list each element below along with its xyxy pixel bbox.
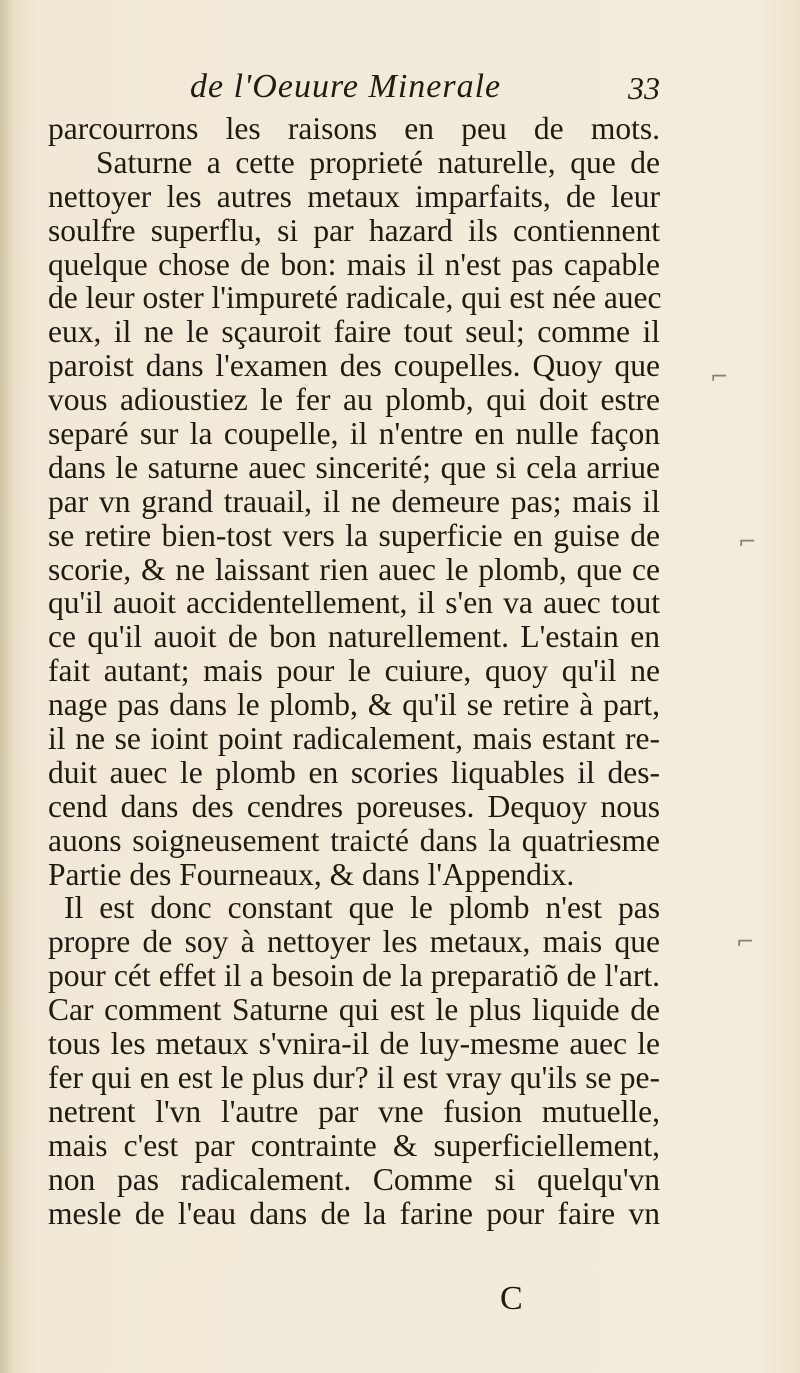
signature-mark: C: [500, 1280, 523, 1317]
text-line: tous les metaux s'vnira-il de luy-mesme auec le: [48, 1026, 660, 1062]
text-line: Car comment Saturne qui est le plus liquide de: [48, 992, 660, 1028]
text-line: auons soigneusement traicté dans la quatriesme: [48, 822, 660, 858]
text-line: Il est donc constant que le plomb n'est pas: [64, 890, 660, 926]
text-line: quelque chose de bon: mais il n'est pas capable: [48, 246, 660, 282]
text-line: paroist dans l'examen des coupelles. Quoy que: [48, 348, 660, 384]
text-line: netrent l'vn l'autre par vne fusion mutuelle,: [48, 1093, 660, 1129]
margin-mark: ⌐: [738, 530, 757, 555]
text-line: nage pas dans le plomb, & qu'il se retire à part,: [48, 687, 660, 723]
text-line: Saturne a cette proprieté naturelle, que de: [96, 144, 660, 180]
text-line: vous adioustiez le fer au plomb, qui doit estre: [48, 382, 660, 418]
text-line: nettoyer les autres metaux imparfaits, de leur: [48, 178, 660, 214]
body-text: [48, 112, 660, 1230]
running-head: de l'Oeuure Minerale: [190, 68, 502, 105]
margin-mark: ⌐: [736, 930, 755, 955]
text-line: ce qu'il auoit de bon naturellement. L'estain en: [48, 619, 660, 655]
text-line: dans le saturne auec sincerité; que si cela arriue: [48, 449, 660, 485]
text-line: duit auec le plomb en scories liquables il des-: [48, 754, 660, 790]
binding-gutter: [0, 0, 14, 1373]
text-line: pour cét effet il a besoin de la preparatiõ de l'art.: [48, 958, 660, 994]
text-line: il ne se ioint point radicalement, mais estant re-: [48, 721, 660, 757]
text-line: fait autant; mais pour le cuiure, quoy qu'il ne: [48, 653, 660, 689]
text-line: de leur oster l'impureté radicale, qui est née auec: [48, 280, 662, 316]
text-line: par vn grand trauail, il ne demeure pas; mais il: [48, 483, 660, 519]
text-line: mais c'est par contrainte & superficiellement,: [48, 1127, 660, 1163]
text-line: se retire bien-tost vers la superficie en guise de: [48, 517, 660, 553]
text-line: scorie, & ne laissant rien auec le plomb, que ce: [48, 551, 660, 587]
margin-mark: ⌐: [710, 365, 729, 390]
text-line: propre de soy à nettoyer les metaux, mais que: [48, 924, 660, 960]
text-line: Partie des Fourneaux, & dans l'Appendix.: [48, 856, 575, 892]
text-line: qu'il auoit accidentellement, il s'en va auec tout: [48, 585, 660, 621]
text-line: fer qui en est le plus dur? il est vray qu'ils se pe-: [48, 1059, 660, 1095]
text-line: eux, il ne le sçauroit faire tout seul; comme il: [48, 314, 660, 350]
page-number: 33: [628, 70, 660, 106]
text-line: parcourrons les raisons en peu de mots.: [48, 111, 660, 146]
text-line: separé sur la coupelle, il n'entre en nulle façon: [48, 416, 660, 452]
text-line: mesle de l'eau dans de la farine pour faire vn: [48, 1195, 660, 1231]
text-line: cend dans des cendres poreuses. Dequoy nous: [48, 788, 660, 824]
text-line: soulfre superflu, si par hazard ils contiennent: [48, 212, 660, 248]
text-line: non pas radicalement. Comme si quelqu'vn: [48, 1161, 660, 1197]
